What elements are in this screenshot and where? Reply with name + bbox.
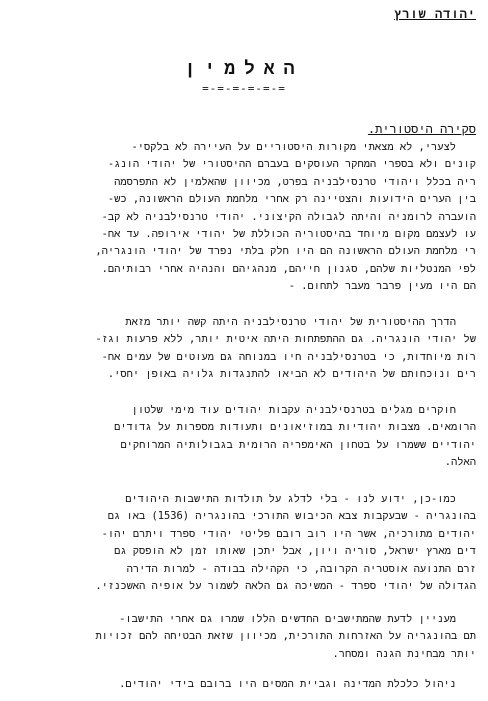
text-line: דים מארץ ישראל, סוריה ויון, אבל יתכן שאותו זמן לא הופסק גם [114, 545, 476, 558]
text-line: ריה בכלל ויהודי טרנסילבניה בפרט, מכיוון שהאלמין לא התפרסמה [114, 175, 476, 188]
paragraph-settlers [12, 611, 476, 663]
author-name: יהודה שורץ [393, 7, 476, 21]
text-line: קונים ולא בספרי המחקר העוסקים בעברם ההיסטורי של יהודי הונג- [107, 158, 476, 171]
paragraph-roman-era [12, 402, 476, 472]
text-line: בין הערים הידועות והצטיינה רק אחרי מלחמת העולם הראשונה, כש- [107, 193, 476, 206]
text-line: חוקרים מגלים בטרנסילבניה עקבות יהודים עוד מימי שלטון [131, 404, 456, 416]
text-line: הגדולה של יהודי ספרד - המשיכה גם הלאה לשמור על אופיה האשכנזי. [95, 580, 476, 593]
text-line: הדרך ההיסטורית של יהודי טרנסילבניה היתה קשה יותר מזאת [125, 316, 456, 328]
section-heading: סקירה היסטורית. [367, 122, 476, 136]
text-line: תם בהונגריה על האזרחות התורכית, מכיוון שזאת הבטיחה להם זכויות [95, 630, 476, 643]
paragraph-ottoman-era [12, 491, 476, 595]
text-line: לצערי, לא מצאתי מקורות היסטוריים על העיירה לא בלקסי- [131, 141, 456, 153]
text-line: לפי המנטליות שלהם, סגנון חייהם, מנהגיהם והנהיה אחרי רבותיהם. [101, 262, 476, 275]
text-line: יהודים מתורכיה, אשר היו רוב רובם פליטי יהודי ספרד ויתרם יהו- [101, 527, 476, 540]
text-line: זרם התנועה אוסטריה הקרובה, כי הקהילה בבודה - למרות הדירה [126, 562, 476, 575]
text-line: רי מלחמת העולם הראשונה הם היו חלק בלתי נפרד של יהודי הונגריה, [95, 245, 476, 258]
text-line: עו לעצמם מקום מיוחד בהיסטוריה הכוללת של יהודי אירופה. עד אח- [101, 228, 476, 241]
text-line: מעניין לדעת שהמתישבים החדשים הללו שמרו גם אחרי התישבו- [119, 613, 456, 625]
text-line: כמו-כן, ידוע לנו - בלי לדלג על תולדות התישבות היהודים [125, 493, 456, 505]
text-line: ניהול כלכלת המדינה וגביית המסים היו ברובם בידי יהודים. [119, 678, 456, 690]
title-underline: =-=-=-=-=-= [202, 82, 286, 95]
text-line: רות מיוחדות, כי בטרנסילבניה חיו במנוחה גם מעוטים של עמים אח- [101, 350, 476, 363]
text-line: בהונגריה - שבעקבות צבא הכיבוש התורכי בהונגריה (1536) באו גם [107, 510, 476, 523]
text-line: יותר מבחינת הגנה ומסחר. [332, 647, 476, 660]
text-line: הרומאים. מצבות יהודיות במוזיאונים ותעודות מספרות על גדודים [114, 421, 476, 434]
text-line: יהודיים ששמרו על בטחון האימפריה הרומית בגבולותיה המרוחקים [120, 438, 476, 451]
text-line: של יהודי הונגריה. גם ההתפתחות היתה איטית יותר, ללא פרעות וגז- [95, 333, 476, 346]
text-line: הם היו מעין פרבר מעבר לתחום. - [288, 280, 476, 293]
paragraph-historical-path [12, 314, 476, 384]
paragraph-economy [12, 676, 476, 693]
text-line: רים ונוכחותם של היהודים לא הביאו להתנגדות גלויה באופן יחסי. [107, 368, 476, 381]
paragraph-intro [12, 139, 476, 296]
text-line: האלה. [444, 456, 476, 469]
text-line: הועברה לרומניה והיתה לגבולה הקיצוני. יהודי טרנסילבניה לא קב- [101, 210, 476, 223]
document-title: האלמין [184, 58, 304, 79]
